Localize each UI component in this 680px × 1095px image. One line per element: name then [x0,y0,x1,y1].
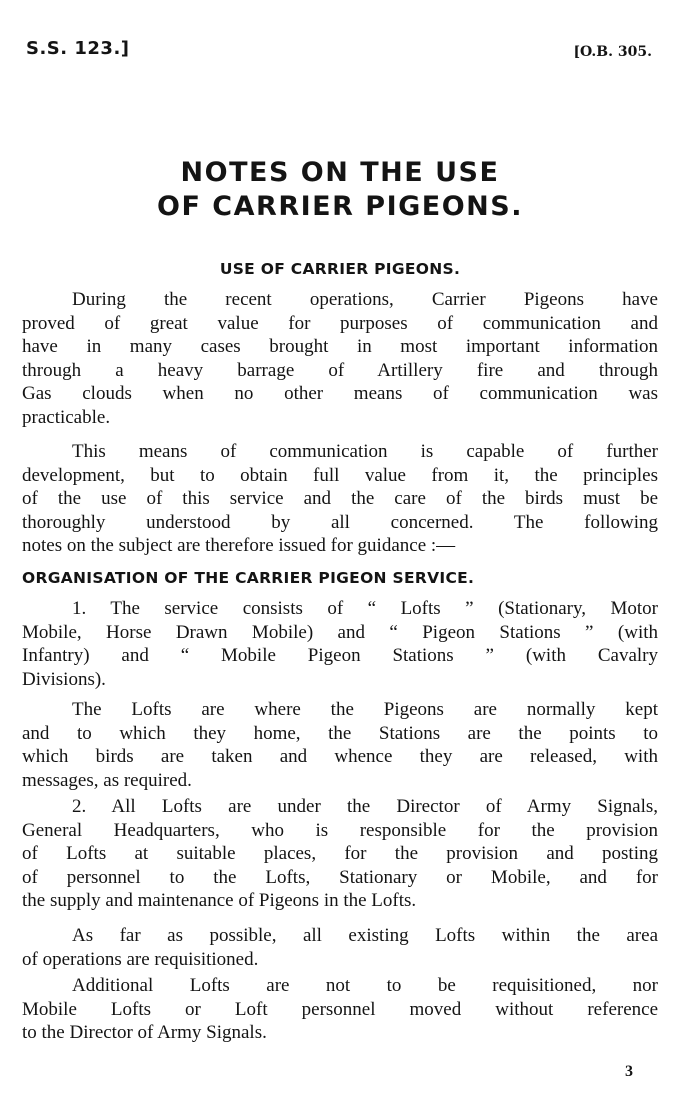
text-line: the supply and maintenance of Pigeons in the Lofts. [22,890,417,912]
text-line: have in many cases brought in most important information [22,336,658,358]
paragraph-item-2 [22,795,658,913]
text-line: As far as possible, all existing Lofts within the area [72,925,658,946]
text-line: General Headquarters, who is responsible for the provision [22,819,658,841]
text-line: messages, as required. [22,769,192,791]
text-line: through a heavy barrage of Artillery fire and through [22,359,658,381]
text-line: 1. The service consists of “ Lofts ” (Stationary, Motor [72,598,658,619]
paragraph-item-1 [22,597,658,691]
text-line: of operations are requisitioned. [22,948,259,970]
section-heading-organisation: ORGANISATION OF THE CARRIER PIGEON SERVICE. [22,569,475,587]
text-line: of the use of this service and the care of the birds must be [22,488,658,510]
title-line-2: OF CARRIER PIGEONS. [157,191,523,222]
text-line: This means of communication is capable of further [72,441,658,462]
paragraph-lofts-definition [22,698,658,792]
text-line: and to which they home, the Stations are the points to [22,722,658,744]
paragraph-recent-operations [22,288,658,430]
text-line: Infantry) and “ Mobile Pigeon Stations ” (with Cavalry [22,645,658,667]
text-line: thoroughly understood by all concerned. The following [22,511,658,533]
text-line: Divisions). [22,668,106,690]
text-line: of personnel to the Lofts, Stationary or Mobile, and for [22,866,658,888]
text-line: Gas clouds when no other means of communication was [22,383,658,405]
text-line: development, but to obtain full value from it, the principles [22,464,658,486]
text-line: practicable. [22,406,111,428]
document-reference-right: [O.B. 305. [573,44,652,60]
page-number: 3 [625,1063,633,1080]
section-heading-use: USE OF CARRIER PIGEONS. [219,260,461,278]
text-line: The Lofts are where the Pigeons are normally kept [72,699,658,720]
text-line: proved of great value for purposes of communication and [22,312,658,334]
text-line: which birds are taken and whence they are released, with [22,746,658,768]
text-line: to the Director of Army Signals. [22,1022,267,1044]
text-line: During the recent operations, Carrier Pigeons have [72,289,658,310]
paragraph-additional-lofts [22,974,658,1045]
text-line: Mobile, Horse Drawn Mobile) and “ Pigeon Stations ” (with [22,621,658,643]
text-line: 2. All Lofts are under the Director of Army Signals, [72,796,658,817]
text-line: of Lofts at suitable places, for the provision and posting [22,843,658,865]
text-line: Mobile Lofts or Loft personnel moved without reference [22,998,658,1020]
paragraph-means-of-communication [22,440,658,558]
paragraph-existing-lofts [22,924,658,971]
text-line: notes on the subject are therefore issued for guidance :— [22,535,456,557]
text-line: Additional Lofts are not to be requisitioned, nor [72,975,658,996]
title-line-1: NOTES ON THE USE [180,157,500,188]
document-reference-left: S.S. 123.] [26,38,130,59]
page-title [0,156,680,224]
